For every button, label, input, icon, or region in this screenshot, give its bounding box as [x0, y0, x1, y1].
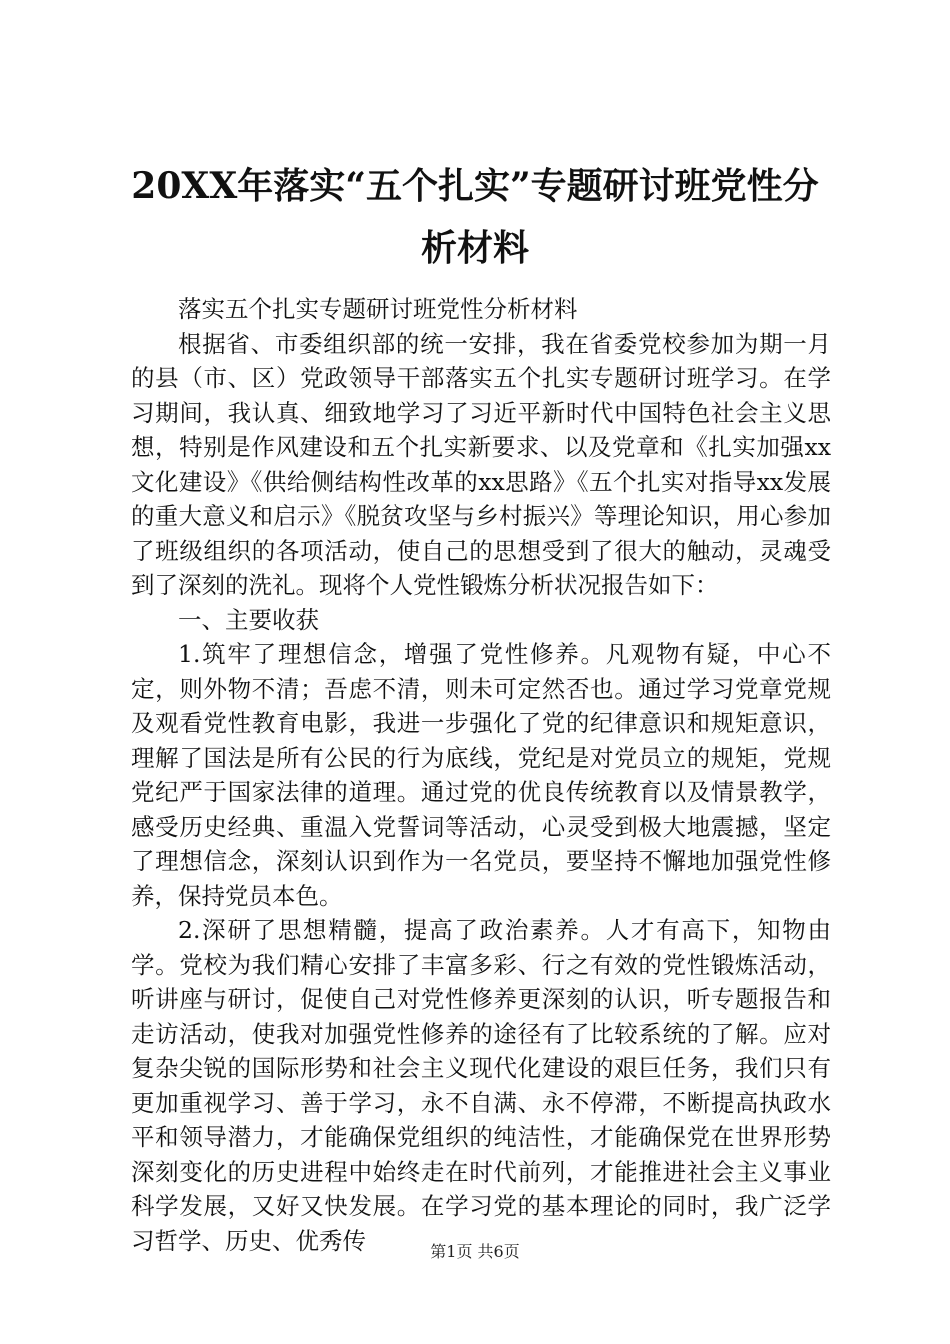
intro-paragraph: 根据省、市委组织部的统一安排，我在省委党校参加为期一月的县（市、区）党政领导干部落实五个扎实专题研讨班学习。在学习期间，我认真、细致地学习了习近平新时代中国特色社会主义思想，特别是作风建设和五个扎实新要求、以及党章和《扎实加强xx文化建设》《供给侧结构性改革的xx思路》《五个扎实对指导xx发展的重大意义和启示》《脱贫攻坚与乡村振兴》等理论知识，用心参加了班级组织的各项活动，使自己的思想受到了很大的触动，灵魂受到了深刻的洗礼。现将个人党性锻炼分析状况报告如下： [131, 329, 831, 599]
section-heading: 一、主要收获 [178, 605, 319, 634]
body-paragraph: 2.深研了思想精髓，提高了政治素养。人才有高下，知物由学。党校为我们精心安排了丰富多彩、行之有效的党性锻炼活动，听讲座与研讨，促使自己对党性修养更深刻的认识，听专题报告和走访活动，使我对加强党性修养的途径有了比较系统的了解。应对复杂尖锐的国际形势和社会主义现代化建设的艰巨任务，我们只有更加重视学习、善于学习，永不自满、永不停滞，不断提高执政水平和领导潜力，才能确保党组织的纯洁性，才能确保党在世界形势深刻变化的历史进程中始终走在时代前列，才能推进社会主义事业科学发展，又好又快发展。在学习党的基本理论的同时，我广泛学习哲学、历史、优秀传 [131, 916, 831, 1255]
body-paragraph: 1.筑牢了理想信念，增强了党性修养。凡观物有疑，中心不定，则外物不清；吾虑不清，则未可定然否也。通过学习党章党规及观看党性教育电影，我进一步强化了党的纪律意识和规矩意识，理解了国法是所有公民的行为底线，党纪是对党员立的规矩，党规党纪严于国家法律的道理。通过党的优良传统教育以及情景教学，感受历史经典、重温入党誓词等活动，心灵受到极大地震撼，坚定了理想信念，深刻认识到作为一名党员，要坚持不懈地加强党性修养，保持党员本色。 [131, 640, 831, 910]
document-title: 20XX年落实“五个扎实”专题研讨班党性分析材料 [131, 165, 819, 269]
subtitle-paragraph: 落实五个扎实专题研讨班党性分析材料 [178, 295, 578, 323]
document-body [131, 292, 831, 1258]
page-footer: 第1页 共6页 [430, 1242, 520, 1261]
